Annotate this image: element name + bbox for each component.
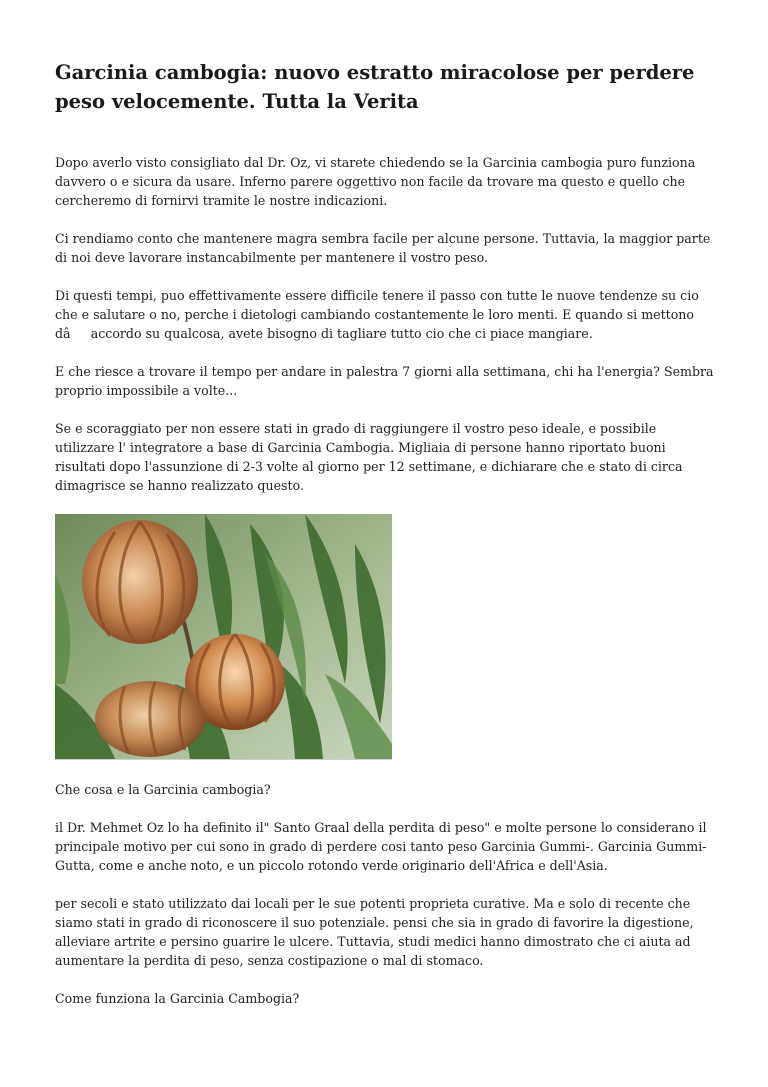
paragraph-secoli: per secoli e stato utilizzato dai locali per le sue potenti proprieta curative. Ma e solo di recente che siamo stati in grado di riconoscere il suo potenziale. pensi che sia in grado di favorire la digestione, alleviare artrite e persino guarire le ulcere. Tuttavia, studi medici hanno dimostrato che ci aiuta ad aumentare la perdita di peso, senza costipazione o mal di stomaco. — [55, 896, 694, 968]
garcinia-fruit-photo — [55, 514, 392, 760]
paragraph-dr-oz: il Dr. Mehmet Oz lo ha definito il" Santo Graal della perdita di peso" e molte persone lo considerano il principale motivo per cui sono in grado di perdere cosi tanto peso Garcinia Gummi-. Garcinia Gummi-Gutta, come e anche noto, e un piccolo rotondo verde originario dell'Africa e dell'Asia. — [55, 820, 707, 873]
paragraph-intro: Dopo averlo visto consigliato dal Dr. Oz, vi starete chiedendo se la Garcinia cambogia puro funziona davvero o e sicura da usare. Inferno parere oggettivo non facile da trovare ma questo e quello che cercheremo di fornirvi tramite le nostre indicazioni. — [55, 155, 696, 208]
heading-che-cosa: Che cosa e la Garcinia cambogia? — [55, 782, 271, 797]
paragraph-integratore: Se e scoraggiato per non essere stati in grado di raggiungere il vostro peso ideale, e possibile utilizzare l' integratore a base di Garcinia Cambogia. Migliaia di persone hanno riportato buoni risultati dopo l'assunzione di 2-3 volte al giorno per 12 settimane, e dichiarare che e stato di circa dimagrisce se hanno realizzato questo. — [55, 421, 683, 493]
heading-come-funziona: Come funziona la Garcinia Cambogia? — [55, 991, 300, 1006]
paragraph-tendenze: Di questi tempi, puo effettivamente essere difficile tenere il passo con tutte le nuove tendenze su cio che e salutare o no, perche i dietologi cambiando costantemente le loro menti. E quando si mettono dâaccordo su qualcosa, avete bisogno di tagliare tutto cio che ci piace mangiare. — [55, 288, 699, 341]
paragraph-magra: Ci rendiamo conto che mantenere magra sembra facile per alcune persone. Tuttavia, la maggior parte di noi deve lavorare instancabilmente per mantenere il vostro peso. — [55, 231, 711, 265]
document-page — [55, 58, 715, 1027]
article-title: Garcinia cambogia: nuovo estratto miracolose per perdere peso velocemente. Tutta la Verita — [55, 61, 695, 113]
paragraph-palestra: E che riesce a trovare il tempo per andare in palestra 7 giorni alla settimana, chi ha l'energia? Sembra proprio impossibile a volte... — [55, 364, 714, 398]
